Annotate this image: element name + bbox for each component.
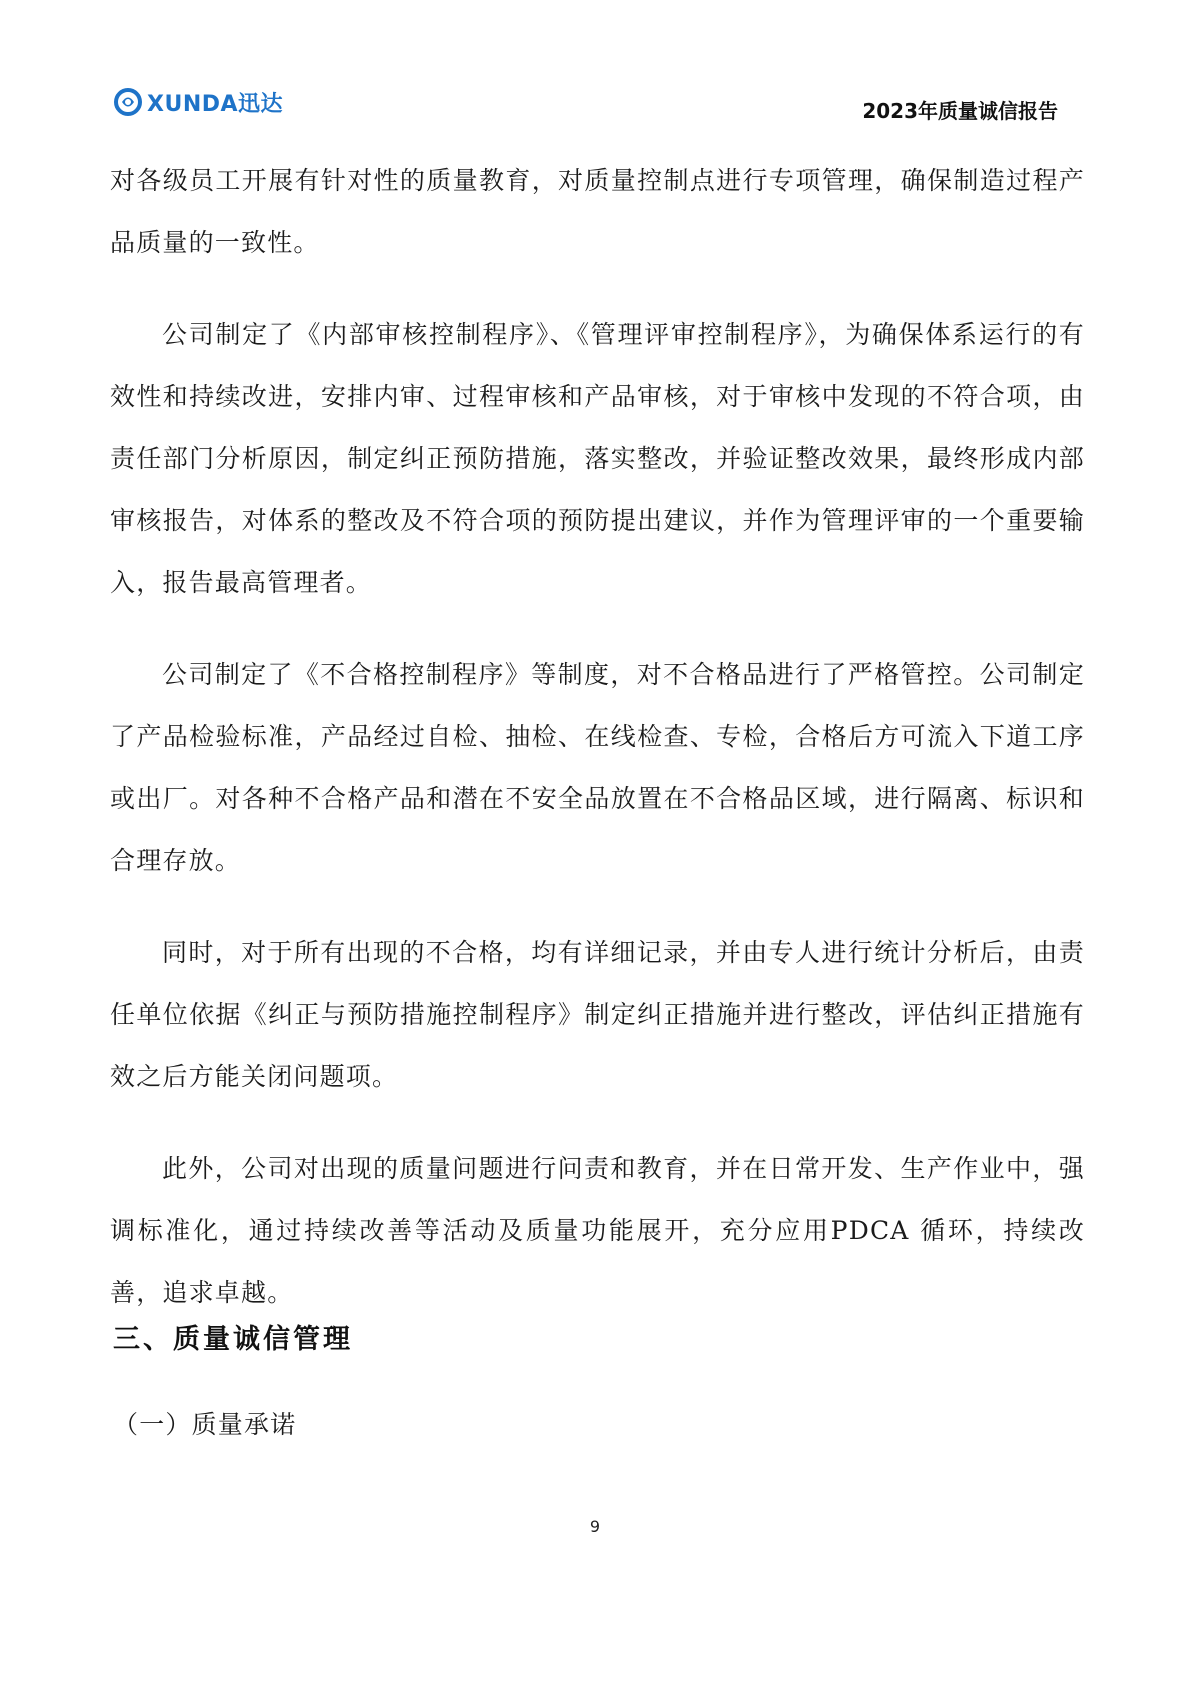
document-body <box>110 150 1085 1354</box>
company-logo <box>113 86 283 118</box>
xunda-logo-icon <box>113 87 143 117</box>
paragraph-3: 公司制定了《不合格控制程序》等制度，对不合格品进行了严格管控。公司制定了产品检验标准，产品经过自检、抽检、在线检查、专检，合格后方可流入下道工序或出厂。对各种不合格产品和潜在不安全品放置在不合格品区域，进行隔离、标识和合理存放。 <box>110 660 1085 875</box>
paragraph-1: 对各级员工开展有针对性的质量教育，对质量控制点进行专项管理，确保制造过程产品质量的一致性。 <box>110 166 1085 257</box>
page-number: 9 <box>589 1517 601 1536</box>
subsection-heading: （一）质量承诺 <box>113 1410 297 1439</box>
logo-text: XUNDA迅达 <box>147 91 284 117</box>
report-title: 2023年质量诚信报告 <box>862 99 1058 123</box>
paragraph-4: 同时，对于所有出现的不合格，均有详细记录，并由专人进行统计分析后，由责任单位依据《纠正与预防措施控制程序》制定纠正措施并进行整改，评估纠正措施有效之后方能关闭问题项。 <box>110 938 1085 1091</box>
section-heading: 三、质量诚信管理 <box>113 1324 353 1355</box>
paragraph-2: 公司制定了《内部审核控制程序》、《管理评审控制程序》，为确保体系运行的有效性和持续改进，安排内审、过程审核和产品审核，对于审核中发现的不符合项，由责任部门分析原因，制定纠正预防措施，落实整改，并验证整改效果，最终形成内部审核报告，对体系的整改及不符合项的预防提出建议，并作为管理评审的一个重要输入，报告最高管理者。 <box>110 320 1085 597</box>
paragraph-5: 此外，公司对出现的质量问题进行问责和教育，并在日常开发、生产作业中，强调标准化，通过持续改善等活动及质量功能展开，充分应用PDCA 循环，持续改善，追求卓越。 <box>110 1154 1085 1307</box>
